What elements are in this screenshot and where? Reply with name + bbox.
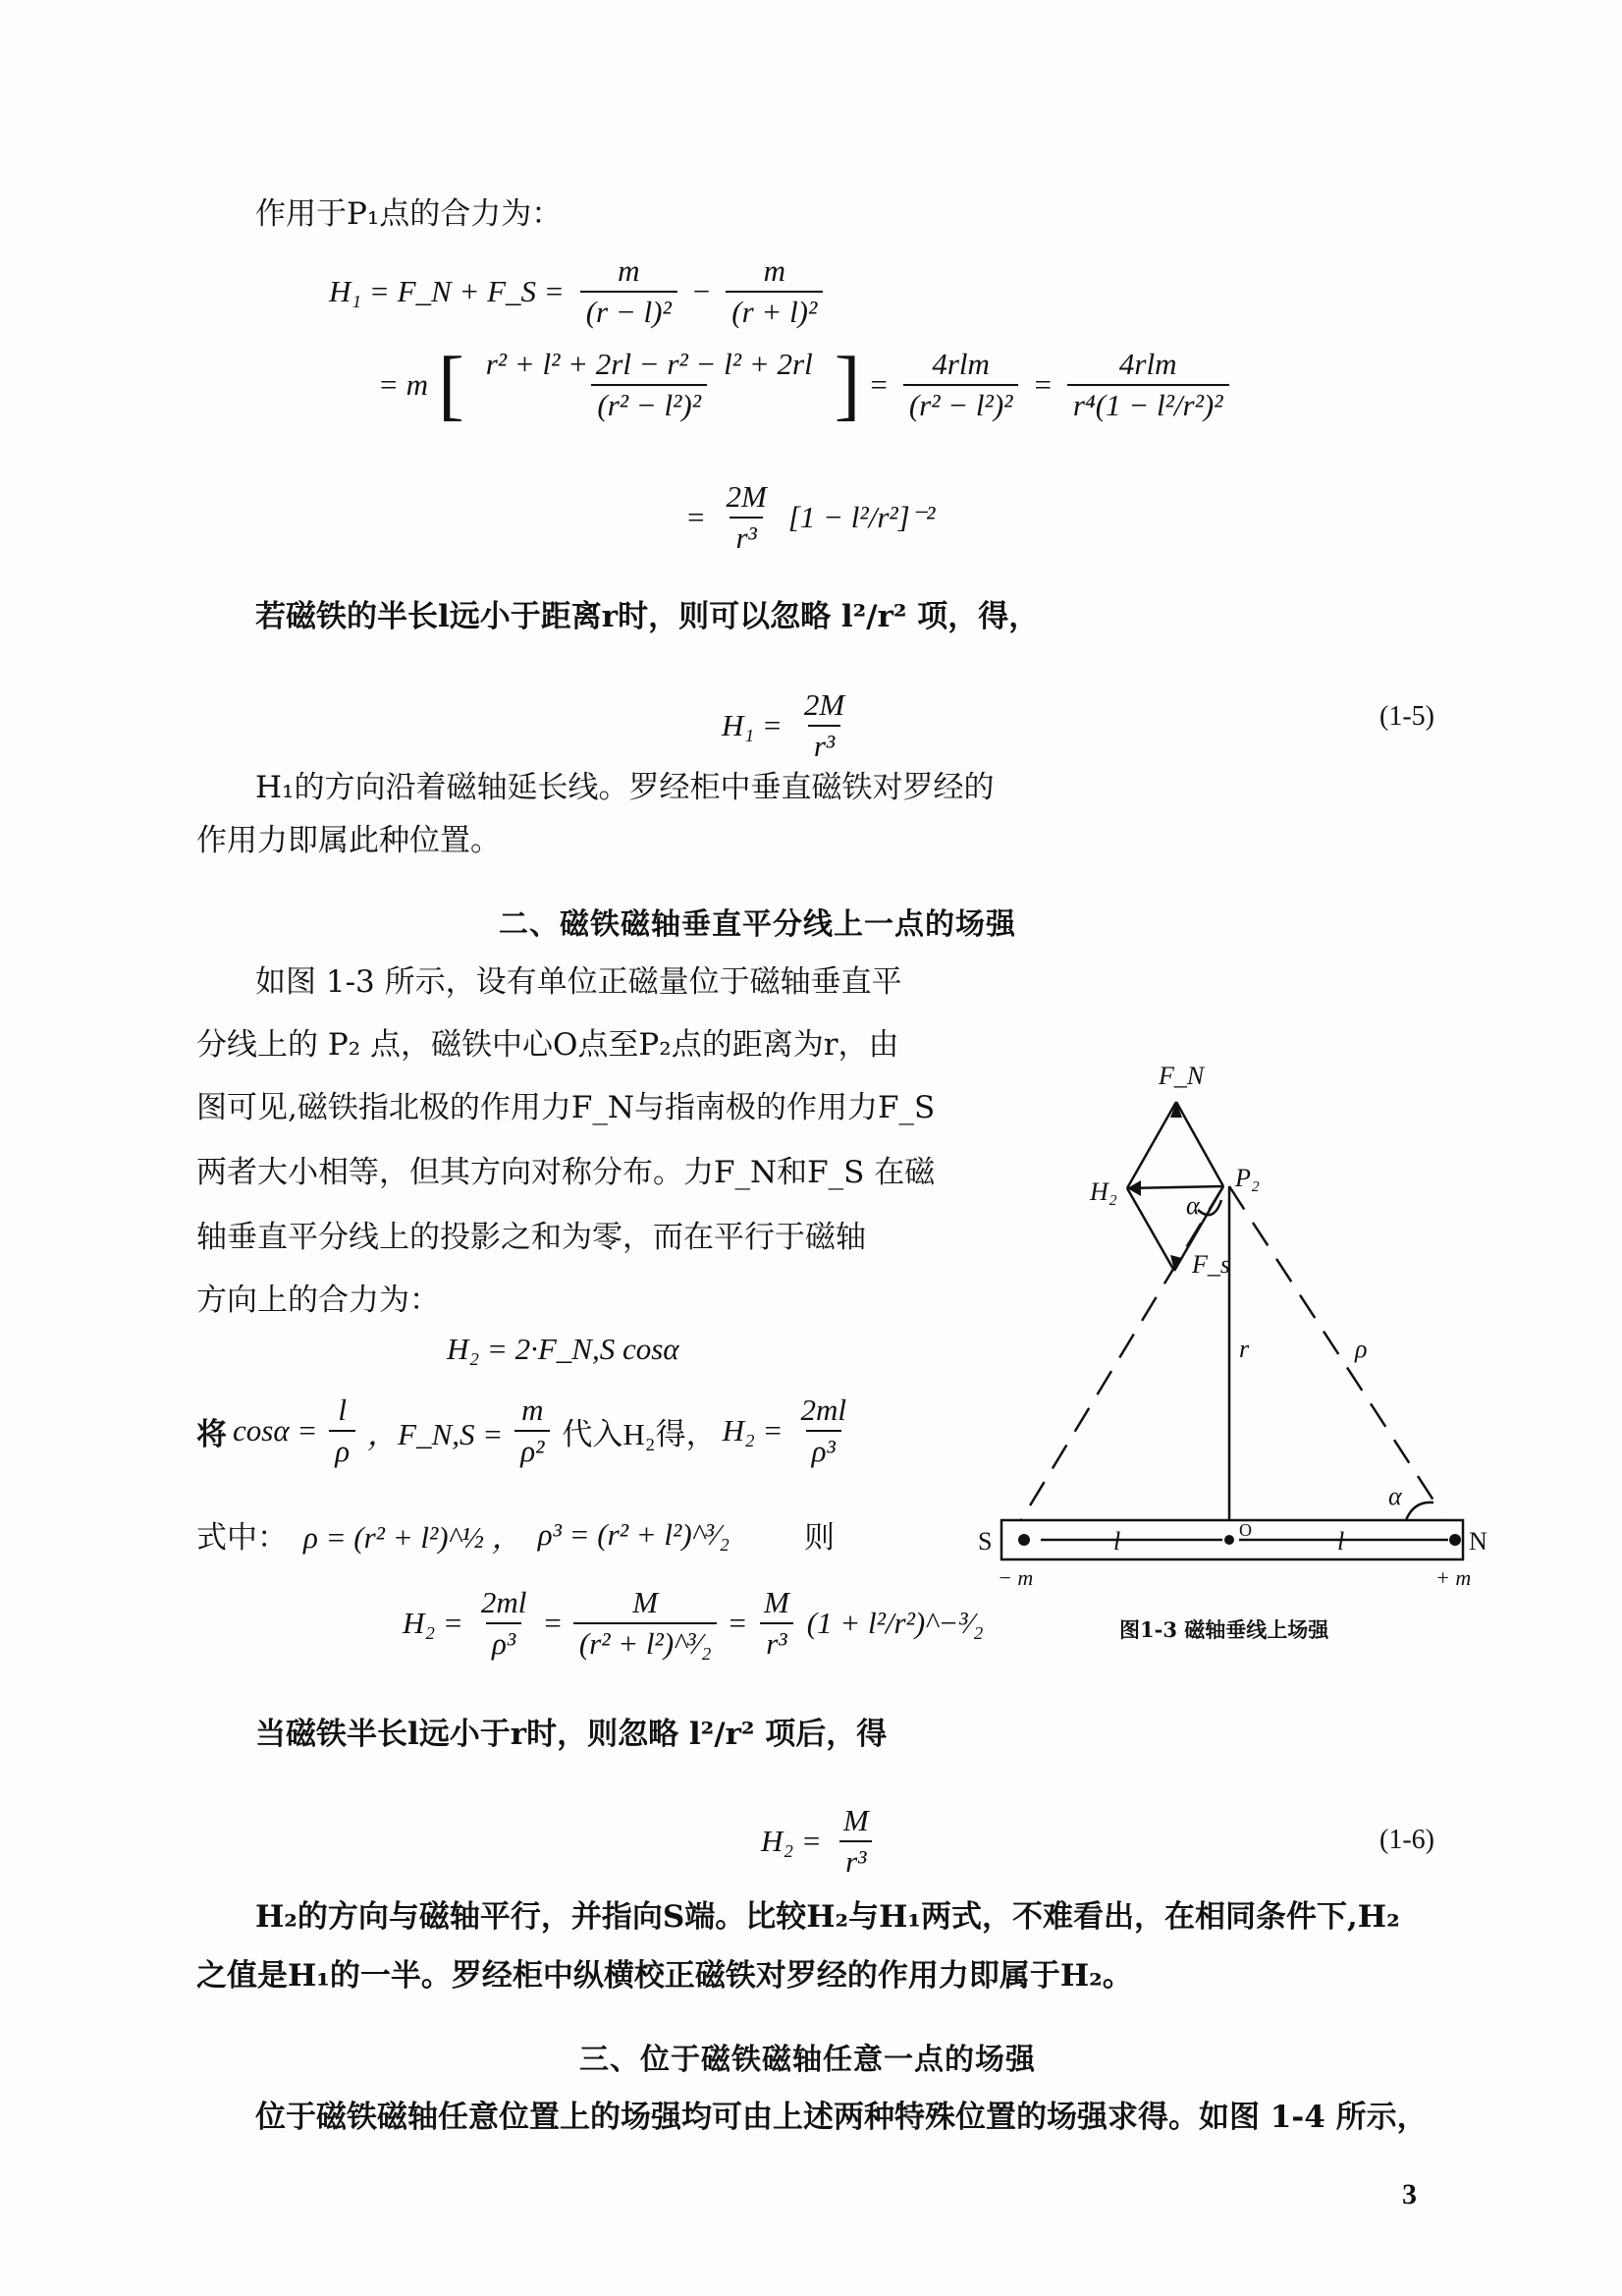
label-o: O (1239, 1520, 1252, 1540)
paragraph-fig13-line5: 轴垂直平分线上的投影之和为零，而在平行于磁轴 (196, 1220, 866, 1255)
dashed-line-to-n (1229, 1186, 1441, 1512)
eq1-line2-lead: = m (378, 367, 429, 402)
eq1-minus: − (692, 274, 711, 308)
label-fn: F_N (1159, 1062, 1205, 1090)
figure-caption: 图1-3 磁轴垂线上场强 (1119, 1617, 1329, 1642)
paragraph-fig13-line2: 分线上的 P₂ 点，磁铁中心O点至P₂点的距离为r，由 (196, 1027, 899, 1063)
alpha-arc-bottom (1406, 1503, 1433, 1520)
paragraph-compare-line1: H₂的方向与磁轴平行，并指向S端。比较H₂与H₁两式，不难看出，在相同条件下,H₂ (255, 1899, 1400, 1935)
parallelogram-lower-left (1127, 1188, 1174, 1271)
label-s: S (978, 1527, 993, 1556)
label-n: N (1469, 1527, 1487, 1556)
eq1-line2-f3-num: 4rlm (1118, 347, 1177, 381)
center-dot (1224, 1535, 1234, 1545)
paragraph-h1-direction-line1: H₁的方向沿着磁轴延长线。罗经柜中垂直磁铁对罗经的 (255, 770, 995, 805)
eq4-c-den: ρ³ (806, 1430, 841, 1469)
eq5-a: ρ = (r² + l²)^½ ， (303, 1520, 522, 1555)
eq1-line3-den: r³ (730, 517, 762, 556)
eq4-lead: 将 (196, 1416, 227, 1451)
eq6-eq-a: = (544, 1606, 562, 1640)
eq1-line2-f3-den: r⁴(1 − l²/r²)² (1067, 384, 1229, 423)
eq6-tail: (1 + l²/r²)^−³⁄₂ (806, 1606, 984, 1640)
eq3-text: H₂ = 2·F_N,S cosα (447, 1332, 679, 1366)
parallelogram-upper-left (1127, 1102, 1176, 1188)
label-h2: H₂ (1090, 1177, 1117, 1206)
eq1-left-bracket: [ (438, 342, 464, 428)
eq6-lhs: H₂ = (403, 1606, 463, 1640)
eq6-f3-num: M (763, 1585, 789, 1619)
label-p2: P₂ (1235, 1164, 1260, 1192)
label-plus-m: + m (1435, 1565, 1472, 1590)
eq4-a-lhs: cosα = (233, 1413, 318, 1448)
label-l-right: l (1337, 1527, 1345, 1556)
eq1-line2-eq1: = (870, 367, 888, 402)
section-heading-2: 二、磁铁磁轴垂直平分线上一点的场强 (499, 907, 1016, 942)
label-alpha-top: α (1186, 1191, 1200, 1220)
paragraph-approx-2: 当磁铁半长l远小于r时，则忽略 l²/r² 项后，得 (255, 1717, 888, 1752)
paragraph-intro: 作用于P₁点的合力为： (255, 196, 563, 232)
eq2-num: 2M (803, 687, 845, 722)
equation-number-1-6: (1-6) (1379, 1825, 1434, 1855)
label-minus-m: − m (998, 1565, 1034, 1590)
paragraph-approx-1: 若磁铁的半长l远小于距离r时，则可以忽略 l²/r² 项，得， (255, 599, 1040, 634)
h2-vector-line (1127, 1186, 1223, 1188)
s-pole-dot (1018, 1534, 1030, 1546)
eq6-f1-den: ρ³ (486, 1622, 521, 1662)
eq1-line3-lead: = (687, 500, 705, 534)
eq4-a-den: ρ (329, 1430, 355, 1469)
eq6-eq-b: = (729, 1606, 746, 1640)
eq1-line2-den: (r² − l²)² (591, 384, 707, 423)
eq4-b-num: m (521, 1393, 544, 1427)
paragraph-fig13-line6: 方向上的合力为： (196, 1283, 440, 1318)
eq7-lhs: H₂ = (761, 1824, 822, 1858)
eq7-num: M (842, 1803, 869, 1837)
paragraph-fig13-line1: 如图 1-3 所示，设有单位正磁量位于磁轴垂直平 (255, 964, 902, 1000)
eq1-lhs: H₁ = F_N + F_S = (329, 274, 565, 308)
eq6-f1-num: 2ml (480, 1585, 527, 1619)
eq5-then: 则 (803, 1520, 835, 1555)
eq5-lead: 式中： (196, 1520, 288, 1555)
eq1-f1-den: (r − l)² (580, 291, 677, 330)
n-pole-dot (1449, 1534, 1461, 1546)
eq1-line2-eq2: = (1034, 367, 1052, 402)
eq1-line2-f2-num: 4rlm (932, 347, 990, 381)
section-heading-3: 三、位于磁铁磁轴任意一点的场强 (579, 2043, 1036, 2077)
dashed-line-to-s (1021, 1186, 1223, 1520)
eq4-c-num: 2ml (800, 1393, 846, 1427)
eq1-line3-bracket: [1 − l²/r²]⁻² (787, 500, 936, 534)
eq6-f3-den: r³ (760, 1622, 792, 1662)
eq6-f2-den: (r² + l²)^³⁄₂ (573, 1622, 718, 1662)
eq4-a-num: l (338, 1393, 348, 1427)
eq2-den: r³ (808, 725, 840, 764)
eq1-f2-num: m (763, 253, 785, 288)
eq1-line2-f2-den: (r² − l²)² (903, 384, 1019, 423)
eq4-c-lhs: H₂ = (722, 1413, 784, 1448)
eq7-den: r³ (839, 1840, 872, 1880)
paragraph-h1-direction-line2: 作用力即属此种位置。 (196, 823, 501, 858)
label-fs: F_s (1192, 1250, 1230, 1279)
paragraph-compare-line2: 之值是H₁的一半。罗经柜中纵横校正磁铁对罗经的作用力即属于H₂。 (196, 1958, 1133, 1994)
eq4-b-lhs: ，F_N,S = (367, 1416, 504, 1451)
eq5-b: ρ³ = (r² + l²)^³⁄₂ (537, 1516, 730, 1552)
eq1-f2-den: (r + l)² (726, 291, 823, 330)
page-number: 3 (1402, 2178, 1417, 2211)
eq6-f2-num: M (632, 1585, 659, 1619)
fn-vector-line (1176, 1102, 1223, 1186)
label-rho: ρ (1355, 1335, 1368, 1363)
label-alpha-bottom: α (1388, 1482, 1402, 1510)
eq1-line2-num: r² + l² + 2rl − r² − l² + 2rl (485, 347, 813, 381)
paragraph-arbitrary-point: 位于磁铁磁轴任意位置上的场强均可由上述两种特殊位置的场强求得。如图 1-4 所示， (255, 2100, 1428, 2135)
equation-number-1-5: (1-5) (1379, 701, 1434, 732)
eq2-lhs: H₁ = (722, 708, 783, 742)
eq1-line3-num: 2M (726, 479, 767, 514)
eq1-f1-num: m (618, 253, 640, 288)
eq4-b-den: ρ² (514, 1430, 550, 1469)
eq4-mid: 代入H₂得， (562, 1416, 717, 1451)
eq1-right-bracket: ] (834, 342, 861, 428)
label-r: r (1239, 1335, 1250, 1363)
paragraph-fig13-line3: 图可见,磁铁指北极的作用力F_N与指南极的作用力F_S (196, 1090, 936, 1125)
paragraph-fig13-line4: 两者大小相等，但其方向对称分布。力F_N和F_S 在磁 (196, 1155, 936, 1190)
label-l-left: l (1113, 1527, 1121, 1556)
